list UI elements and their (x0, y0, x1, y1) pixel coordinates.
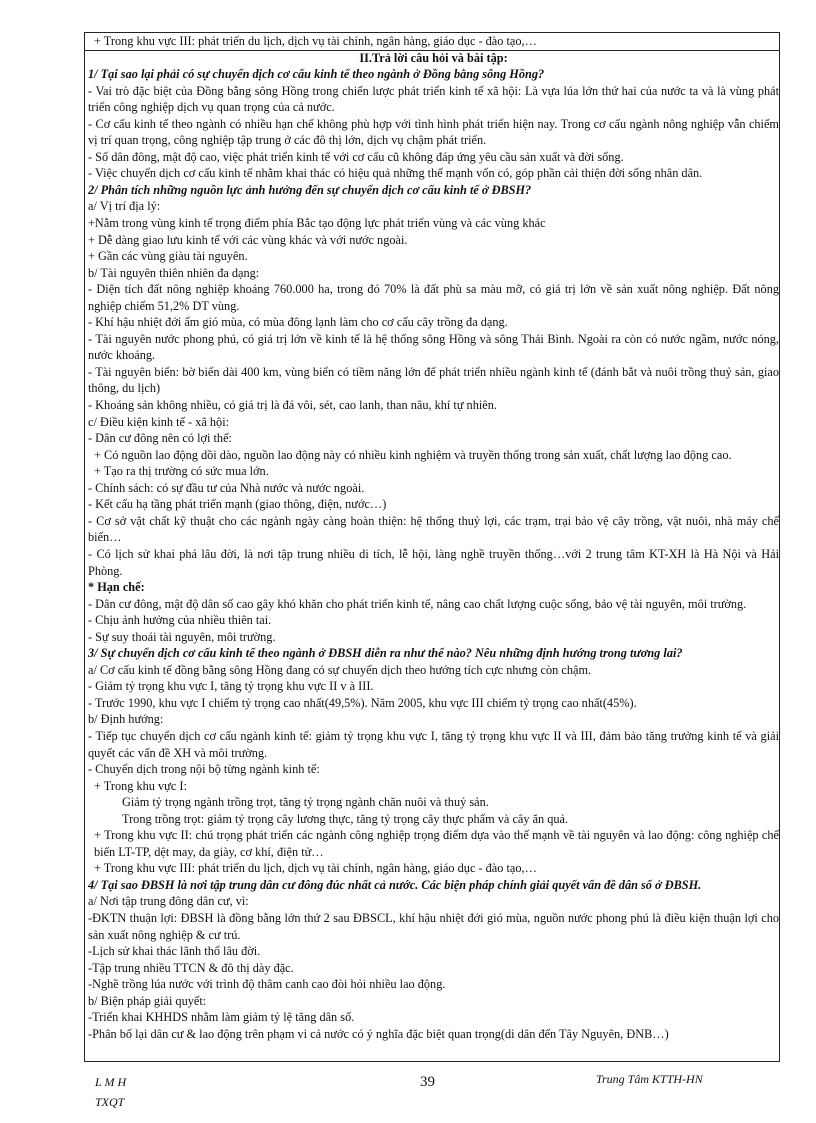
text-line: - Có lịch sử khai phá lâu đời, là nơi tập trung nhiều di tích, lễ hội, làng nghề truyền thống…với 2 trung tâm KT-XH là Hà Nội và Hải Phòng. (88, 546, 779, 578)
text-line: a/ Cơ cấu kinh tế đồng bằng sông Hồng đang có sự chuyển dịch theo hướng tích cực nhưng còn chậm. (88, 662, 592, 677)
text-line: b/ Biện pháp giải quyết: (88, 993, 207, 1008)
text-line: + Có nguồn lao động dồi dào, nguồn lao động này có nhiều kinh nghiệm và truyền thống trong sản xuất, chất lượng lao động cao. (94, 447, 732, 462)
text-line: + Trong khu vực II: chú trọng phát triển các ngành công nghiệp trọng điểm dựa vào thế mạnh về tài nguyên và lao động: công nghiệp chế biến LT-TP, dệt may, da giày, cơ khí, điện tử… (94, 828, 779, 859)
question-heading: 4/ Tại sao ĐBSH là nơi tập trung dân cư đông đúc nhất cả nước. Các biện pháp chính giải quyết vấn đề dân số ở ĐBSH. (88, 877, 702, 892)
text-line: - Cơ sở vật chất kỹ thuật cho các ngành ngày càng hoàn thiện: hệ thống thuỷ lợi, các trạm, trại bảo vệ cây trồng, vật nuôi, nhà máy chế biến… (88, 513, 779, 545)
text-line: - Số dân đông, mật độ cao, việc phát triển kinh tế với cơ cấu cũ không đáp ứng yêu cầu sản xuất và đời sống. (88, 149, 624, 164)
text-line: - Giảm tỷ trọng khu vực I, tăng tỷ trọng khu vực II v à III. (88, 679, 374, 694)
section-heading: II.Trả lời câu hỏi và bài tập: (359, 50, 508, 65)
text-line: + Dễ dàng giao lưu kinh tế với các vùng khác và với nước ngoài. (88, 232, 408, 247)
footer-center-name: Trung Tâm KTTH-HN (596, 1072, 703, 1086)
text-line: Trong trồng trọt: giảm tỷ trọng cây lương thực, tăng tỷ trọng cây thực phẩm và cây ăn quả. (122, 811, 569, 826)
text-line: b/ Định hướng: (88, 712, 164, 727)
text-line: +Nằm trong vùng kinh tế trọng điểm phía Bắc tạo động lực phát triển vùng và các vùng khác (88, 216, 546, 231)
page-number: 39 (420, 1074, 435, 1090)
text-line: - Khoáng sản không nhiều, có giá trị là đá vôi, sét, cao lanh, than nâu, khí tự nhiên. (88, 398, 497, 413)
text-line: - Cơ cấu kinh tế theo ngành có nhiều hạn chế không phù hợp với tình hình phát triển hiện nay. Trong cơ cấu ngành nông nghiệp vẫn chiếm vị trí quan trọng, công nghiệp tập trung ở các đô thị lớn, dịch vụ chậm phát triển. (88, 116, 779, 148)
text-line: - Khí hậu nhiệt đới ẩm gió mùa, có mùa đông lạnh làm cho cơ cấu cây trồng đa dạng. (88, 315, 508, 330)
text-line: + Trong khu vực I: (94, 778, 187, 793)
text-line: -Lịch sử khai thác lãnh thổ lâu đời. (88, 944, 261, 959)
question-heading: 1/ Tại sao lại phải có sự chuyển dịch cơ cấu kinh tế theo ngành ở Đồng bằng sông Hồng? (88, 67, 545, 82)
question-heading: 3/ Sự chuyển dịch cơ cấu kinh tế theo ngành ở ĐBSH diễn ra như thế nào? Nêu những định hướng trong tương lai? (88, 646, 683, 661)
text-line: - Diện tích đất nông nghiệp khoảng 760.000 ha, trong đó 70% là đất phù sa màu mỡ, có giá trị lớn về sản xuất nông nghiệp. Đất nông nghiệp chiếm 51,2% DT vùng. (88, 282, 779, 313)
text-line: * Hạn chế: (88, 580, 145, 595)
text-line: - Việc chuyển dịch cơ cấu kinh tế nhằm khai thác có hiệu quả những thế mạnh vốn có, góp phần cải thiện đời sống nhân dân. (88, 166, 703, 181)
text-line: - Chịu ảnh hưởng của nhiều thiên tai. (88, 613, 272, 628)
text-line: -Nghề trồng lúa nước với trình độ thâm canh cao đòi hỏi nhiều lao động. (88, 977, 446, 992)
text-line: - Chính sách: có sự đầu tư của Nhà nước và nước ngoài. (88, 480, 365, 495)
text-line: -ĐKTN thuận lợi: ĐBSH là đồng bằng lớn thứ 2 sau ĐBSCL, khí hậu nhiệt đới gió mùa, nguồn nước phong phú là điều kiện thuận lợi cho sản xuất nông nghiệp & cư trú. (88, 910, 779, 942)
text-line: + Gần các vùng giàu tài nguyên. (88, 249, 248, 264)
text-line: Giảm tỷ trọng ngành trồng trọt, tăng tỷ trọng ngành chăn nuôi và thuỷ sản. (122, 795, 489, 810)
footer-author-line2: TXQT (95, 1095, 125, 1109)
question-heading: 2/ Phân tích những nguồn lực ảnh hưởng đến sự chuyển dịch cơ cấu kinh tế ở ĐBSH? (88, 182, 532, 197)
text-line: - Kết cấu hạ tầng phát triển mạnh (giao thông, điện, nước…) (88, 497, 387, 512)
text-line: - Sự suy thoái tài nguyên, môi trường. (88, 629, 276, 644)
text-line: - Trước 1990, khu vực I chiếm tỷ trọng cao nhất(49,5%). Năm 2005, khu vực III chiếm tỷ trọng cao nhất(45%). (88, 695, 637, 710)
text-line: -Triển khai KHHDS nhằm làm giảm tỷ lệ tăng dân số. (88, 1010, 355, 1025)
text-line: + Trong khu vực III: phát triển du lịch, dịch vụ tài chính, ngân hàng, giáo dục - đào tạo,… (94, 34, 537, 48)
text-line: -Phân bố lại dân cư & lao động trên phạm vi cả nước có ý nghĩa đặc biệt quan trọng(di dân đến Tây Nguyên, ĐNB…) (88, 1026, 669, 1041)
text-line: c/ Điều kiện kinh tế - xã hội: (88, 414, 230, 429)
text-line: -Tập trung nhiều TTCN & đô thị dày đặc. (88, 960, 294, 975)
document-body (86, 33, 779, 1042)
text-line: b/ Tài nguyên thiên nhiên đa dạng: (88, 265, 260, 280)
text-line: - Tài nguyên biển: bờ biển dài 400 km, vùng biển có tiềm năng lớn để phát triển nhiều ngành kinh tế (đánh bắt và nuôi trồng thuỷ sản, giao thông, du lịch) (88, 364, 779, 396)
text-line: + Trong khu vực III: phát triển du lịch, dịch vụ tài chính, ngân hàng, giáo dục - đào tạo,… (94, 861, 537, 876)
footer-author (95, 1072, 126, 1112)
text-line: a/ Vị trí địa lý: (88, 199, 161, 214)
text-line: - Dân cư đông, mật độ dân số cao gây khó khăn cho phát triển kinh tế, nâng cao chất lượng cuộc sống, bảo vệ tài nguyên, môi trường. (88, 596, 747, 611)
footer-author-line1: L M H (95, 1075, 127, 1089)
text-line: a/ Nơi tập trung đông dân cư, vì: (88, 894, 249, 909)
text-line: - Chuyển dịch trong nội bộ từng ngành kinh tế: (88, 762, 320, 777)
text-line: + Tạo ra thị trường có sức mua lớn. (94, 464, 269, 479)
text-line: - Tài nguyên nước phong phú, có giá trị lớn về kinh tế là hệ thống sông Hồng và sông Thái Bình. Ngoài ra còn có nước ngầm, nước nóng, nước khoáng. (88, 331, 779, 363)
text-line: - Tiếp tục chuyển dịch cơ cấu ngành kinh tế: giảm tỷ trọng khu vực I, tăng tỷ trọng khu vực II và III, đảm bảo tăng trưởng kinh tế và giải quyết các vấn đề XH và môi trường. (88, 728, 779, 760)
text-line: - Vai trò đặc biệt của Đồng bằng sông Hồng trong chiến lược phát triển kinh tế xã hội: Là vựa lúa lớn thứ hai của nước ta và là vùng phát triển công nghiệp dịch vụ quan trọng của cả nước. (88, 83, 779, 115)
text-line: - Dân cư đông nên có lợi thế: (88, 431, 232, 446)
